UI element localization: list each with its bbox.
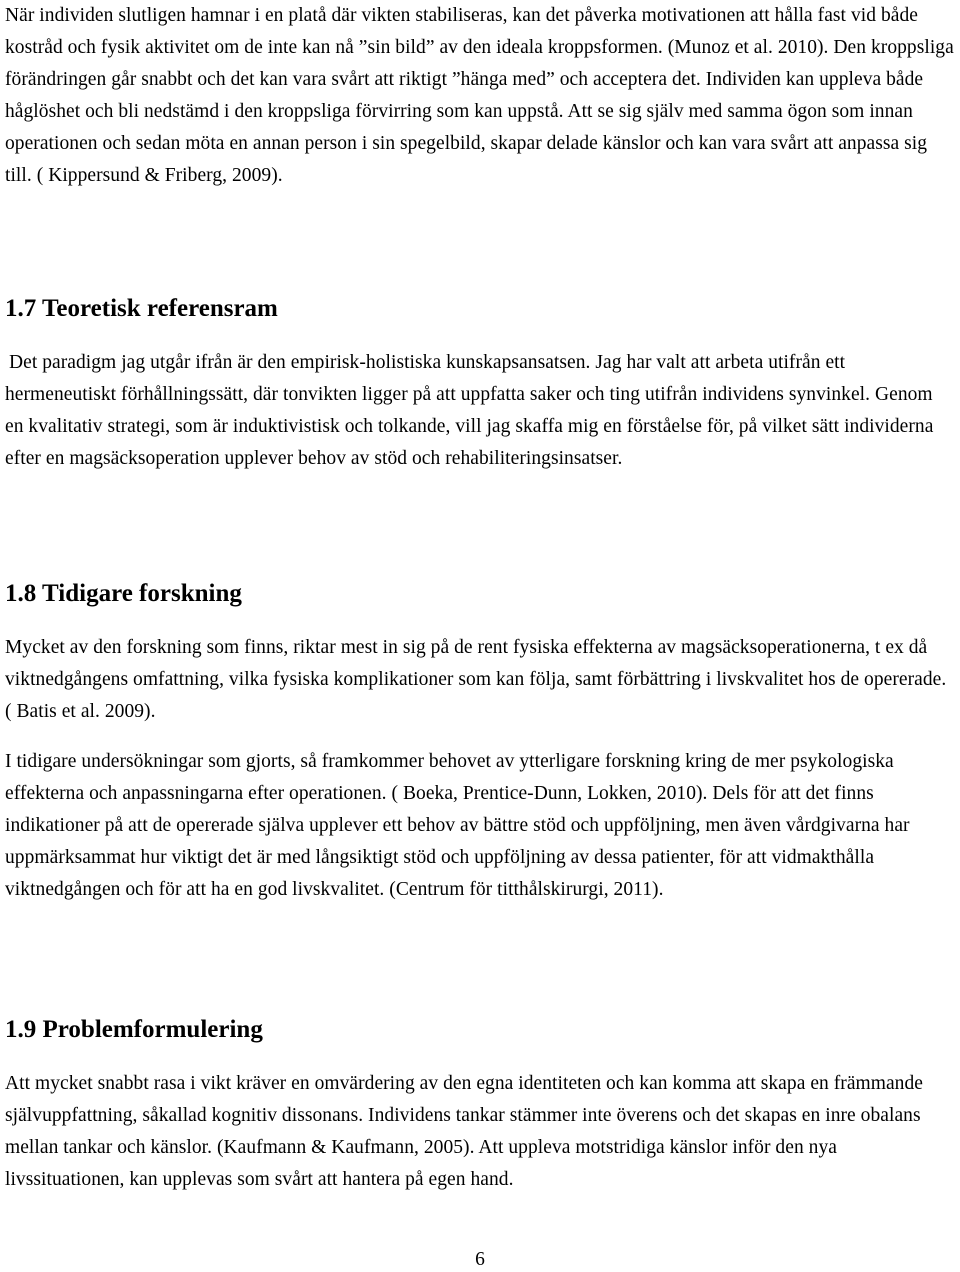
paragraph-intro: När individen slutligen hamnar i en platå där vikten stabiliseras, kan det påverka motivationen att hålla fast vid både kostråd och fysik aktivitet om de inte kan nå ”sin bild” av den ideala kroppsformen. (Munoz et al. 2010). Den kroppsliga förändringen går snabbt och det kan vara svårt att riktigt ”hänga med” och acceptera det. Individen kan uppleva både håglöshet och bli nedstämd i den kroppsliga förvirring som kan uppstå. Att se sig själv med samma ögon som innan operationen och sedan möta en annan person i sin spegelbild, skapar delade känslor och kan vara svårt att anpassa sig till. ( Kippersund & Friberg, 2009). [5, 5, 954, 186]
paragraph-teoretisk-referensram: Det paradigm jag utgår ifrån är den empirisk-holistiska kunskapsansatsen. Jag har valt att arbeta utifrån ett hermeneutiskt förhållningssätt, där tonvikten ligger på att uppfatta saker och ting utifrån individens synvinkel. Genom en kvalitativ strategi, som är induktivistisk och tolkande, vill jag skaffa mig en förståelse för, på vilket sätt individerna efter en magsäcksoperation upplever behov av stöd och rehabiliteringsinsatser. [5, 352, 934, 469]
heading-problemformulering: 1.9 Problemformulering [5, 1016, 263, 1043]
page-number: 6 [475, 1249, 485, 1270]
heading-teoretisk-referensram: 1.7 Teoretisk referensram [5, 295, 278, 322]
paragraph-tidigare-forskning-1: Mycket av den forskning som finns, riktar mest in sig på de rent fysiska effekterna av magsäcksoperationerna, t ex då viktnedgångens omfattning, vilka fysiska komplikationer som kan följa, samt förbättring i livskvalitet hos de opererade. ( Batis et al. 2009). [5, 637, 947, 722]
paragraph-problemformulering: Att mycket snabbt rasa i vikt kräver en omvärdering av den egna identiteten och kan komma att skapa en främmande självuppfattning, såkallad kognitiv dissonans. Individens tankar stämmer inte överens och det skapas en inre obalans mellan tankar och känslor. (Kaufmann & Kaufmann, 2005). Att uppleva motstridiga känslor inför den nya livssituationen, kan upplevas som svårt att hantera på egen hand. [5, 1073, 923, 1190]
heading-tidigare-forskning: 1.8 Tidigare forskning [5, 580, 242, 607]
paragraph-tidigare-forskning-2: I tidigare undersökningar som gjorts, så framkommer behovet av ytterligare forskning kring de mer psykologiska effekterna och anpassningarna efter operationen. ( Boeka, Prentice-Dunn, Lokken, 2010). Dels för att det finns indikationer på att de opererade själva upplever ett behov av bättre stöd och uppföljning, men även vårdgivarna har uppmärksammat hur viktigt det är med långsiktigt stöd och uppföljning av dessa patienter, för att vidmakthålla viktnedgången och för att ha en god livskvalitet. (Centrum för titthålskirurgi, 2011). [5, 751, 910, 900]
